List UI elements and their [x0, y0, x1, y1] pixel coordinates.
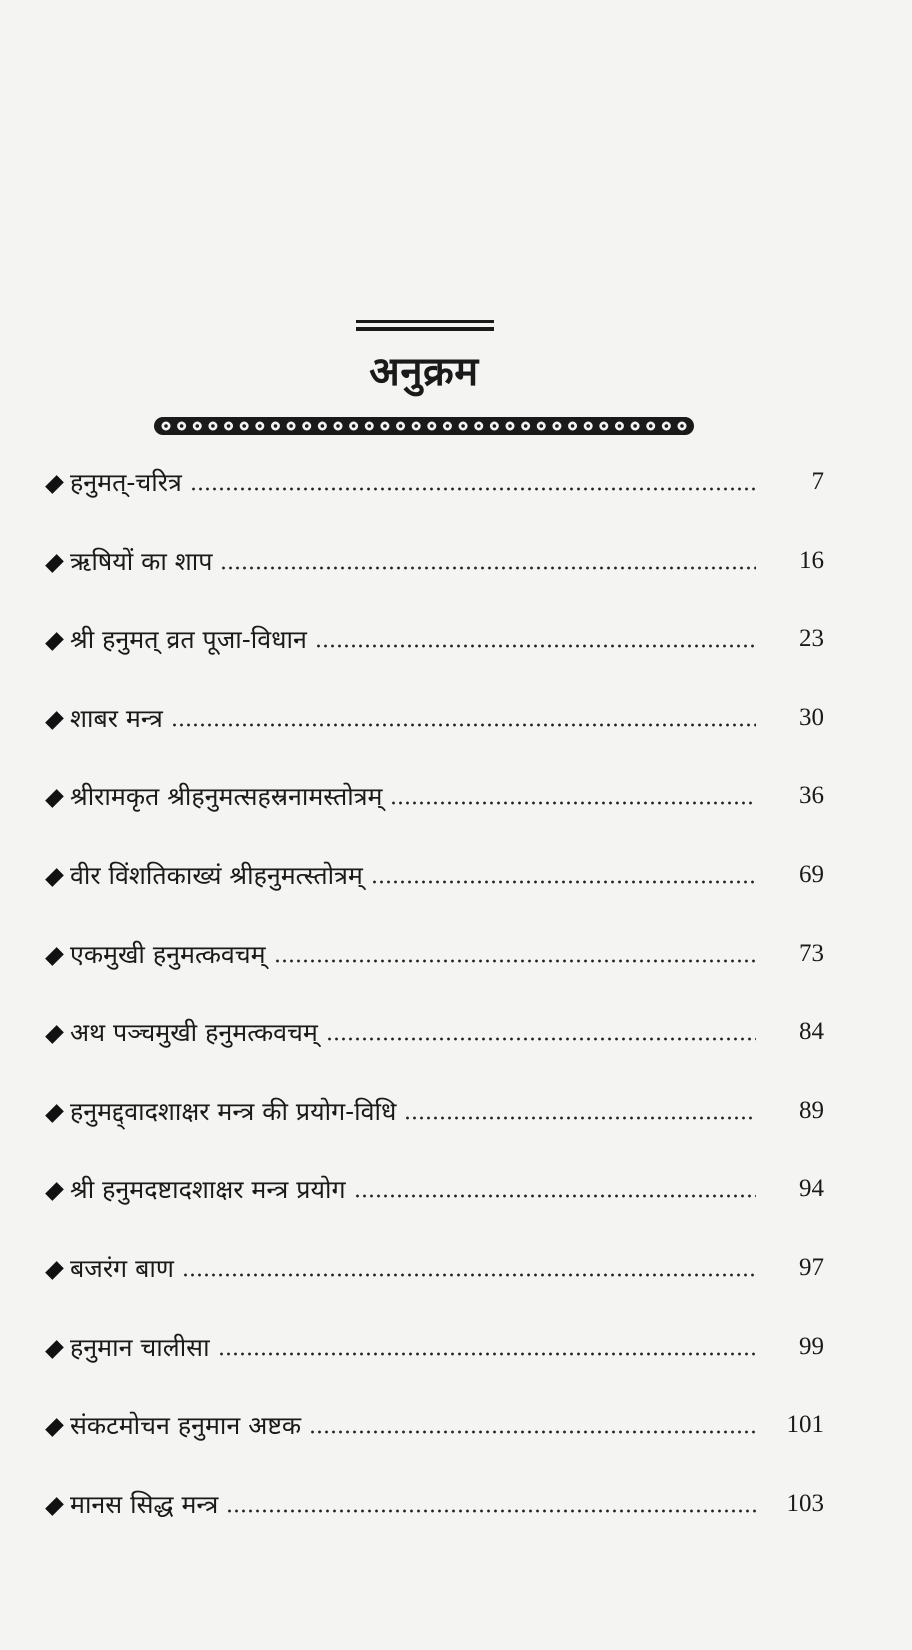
toc-entry-page-number: 16: [799, 546, 824, 574]
diamond-bullet-icon: [45, 1183, 64, 1202]
diamond-bullet-icon: [45, 1497, 64, 1516]
toc-entry-page-number: 97: [799, 1254, 824, 1281]
toc-entry-title: एकमुखी हनुमत्कवचम्: [70, 939, 266, 969]
toc-entry: [44, 619, 824, 659]
toc-entry-line: [70, 462, 756, 502]
toc-entry-line: [70, 934, 756, 974]
toc-entry-title: श्री हनुमदष्टादशाक्षर मन्त्र प्रयोग: [70, 1175, 346, 1205]
dot-leader: [404, 1115, 756, 1121]
dot-leader: [371, 879, 756, 885]
diamond-bullet-icon: [45, 1418, 64, 1437]
toc-entry-title: हनुमद्द्वादशाक्षर मन्त्र की प्रयोग-विधि: [70, 1096, 397, 1126]
toc-entry-page-number: 7: [811, 468, 824, 495]
dot-leader: [218, 1351, 756, 1357]
toc-entry: [44, 1091, 824, 1131]
diamond-bullet-icon: [45, 711, 64, 730]
toc-entry-title: वीर विंशतिकाख्यं श्रीहनुमत्स्तोत्रम्: [70, 861, 363, 890]
toc-entry: [44, 1248, 824, 1288]
diamond-bullet-icon: [45, 790, 64, 809]
toc-entry-title: हनुमत्-चरित्र: [70, 468, 182, 497]
toc-entry-line: [70, 1169, 756, 1209]
dot-leader: [226, 1508, 756, 1514]
toc-entry-page-number: 84: [799, 1018, 824, 1046]
toc-entry-line: [70, 1484, 756, 1524]
dot-leader: [274, 958, 756, 964]
toc-entry: [44, 1405, 824, 1445]
toc-entry-title: संकटमोचन हनुमान अष्टक: [70, 1411, 302, 1441]
toc-entry: [44, 541, 824, 581]
toc-entry-title: हनुमान चालीसा: [70, 1332, 210, 1362]
dot-leader: [220, 565, 756, 571]
diamond-bullet-icon: [45, 554, 64, 573]
toc-entry-line: [70, 1327, 756, 1367]
toc-entry-page-number: 36: [799, 782, 824, 810]
toc-entry: [44, 698, 824, 738]
toc-entry: [44, 1012, 824, 1052]
toc-entry-title: श्री हनुमत् व्रत पूजा-विधान: [70, 625, 307, 655]
toc-entry: [44, 1169, 824, 1209]
toc-entry-title: बजरंग बाण: [70, 1254, 174, 1283]
toc-entry-title: अथ पञ्चमुखी हनुमत्कवचम्: [70, 1018, 318, 1048]
toc-entry-page-number: 99: [799, 1332, 824, 1360]
diamond-bullet-icon: [45, 475, 64, 494]
toc-entry-page-number: 94: [799, 1175, 824, 1203]
toc-entry-page-number: 69: [799, 861, 824, 888]
toc-entry: [44, 1327, 824, 1367]
diamond-bullet-icon: [45, 868, 64, 887]
diamond-bullet-icon: [45, 1025, 64, 1044]
toc-entry-line: [70, 698, 756, 738]
toc-entry-title: मानस सिद्ध मन्त्र: [70, 1489, 219, 1519]
diamond-bullet-icon: [45, 1340, 64, 1359]
toc-entry-page-number: 23: [799, 625, 824, 653]
diamond-bullet-icon: [45, 947, 64, 966]
toc-entry-page-number: 101: [786, 1411, 824, 1439]
diamond-bullet-icon: [45, 632, 64, 651]
toc-entry-line: [70, 776, 756, 816]
toc-entry: [44, 934, 824, 974]
diamond-bullet-icon: [45, 1104, 64, 1123]
toc-entry-line: [70, 541, 756, 581]
toc-entry-line: [70, 1405, 756, 1445]
diamond-bullet-icon: [45, 1261, 64, 1280]
dot-leader: [326, 1036, 756, 1042]
toc-entry-page-number: 30: [799, 703, 824, 731]
toc-entry: [44, 1484, 824, 1524]
toc-entry: [44, 776, 824, 816]
toc-entry-line: [70, 1091, 756, 1131]
toc-entry-page-number: 103: [786, 1489, 824, 1517]
toc-entry-line: [70, 1248, 756, 1288]
toc-entry-line: [70, 619, 756, 659]
dot-leader: [390, 800, 756, 806]
dot-leader: [182, 1272, 756, 1278]
toc-entry-line: [70, 1012, 756, 1052]
toc-entry-page-number: 89: [799, 1096, 824, 1124]
dot-leader: [315, 643, 756, 649]
dot-leader: [190, 486, 756, 492]
page-title: अनुक्रम: [369, 349, 479, 395]
toc-entry: [44, 462, 824, 502]
toc-entry-title: शाबर मन्त्र: [70, 703, 163, 733]
toc-entry-page-number: 73: [799, 939, 824, 967]
toc-entry-title: श्रीरामकृत श्रीहनुमत्सहस्रनामस्तोत्रम्: [70, 782, 383, 812]
toc-entry: [44, 855, 824, 895]
dot-leader: [309, 1429, 756, 1435]
dot-leader: [354, 1193, 756, 1199]
dot-leader: [171, 722, 756, 728]
toc-entry-line: [70, 855, 756, 895]
toc-entry-title: ऋषियों का शाप: [70, 546, 213, 576]
